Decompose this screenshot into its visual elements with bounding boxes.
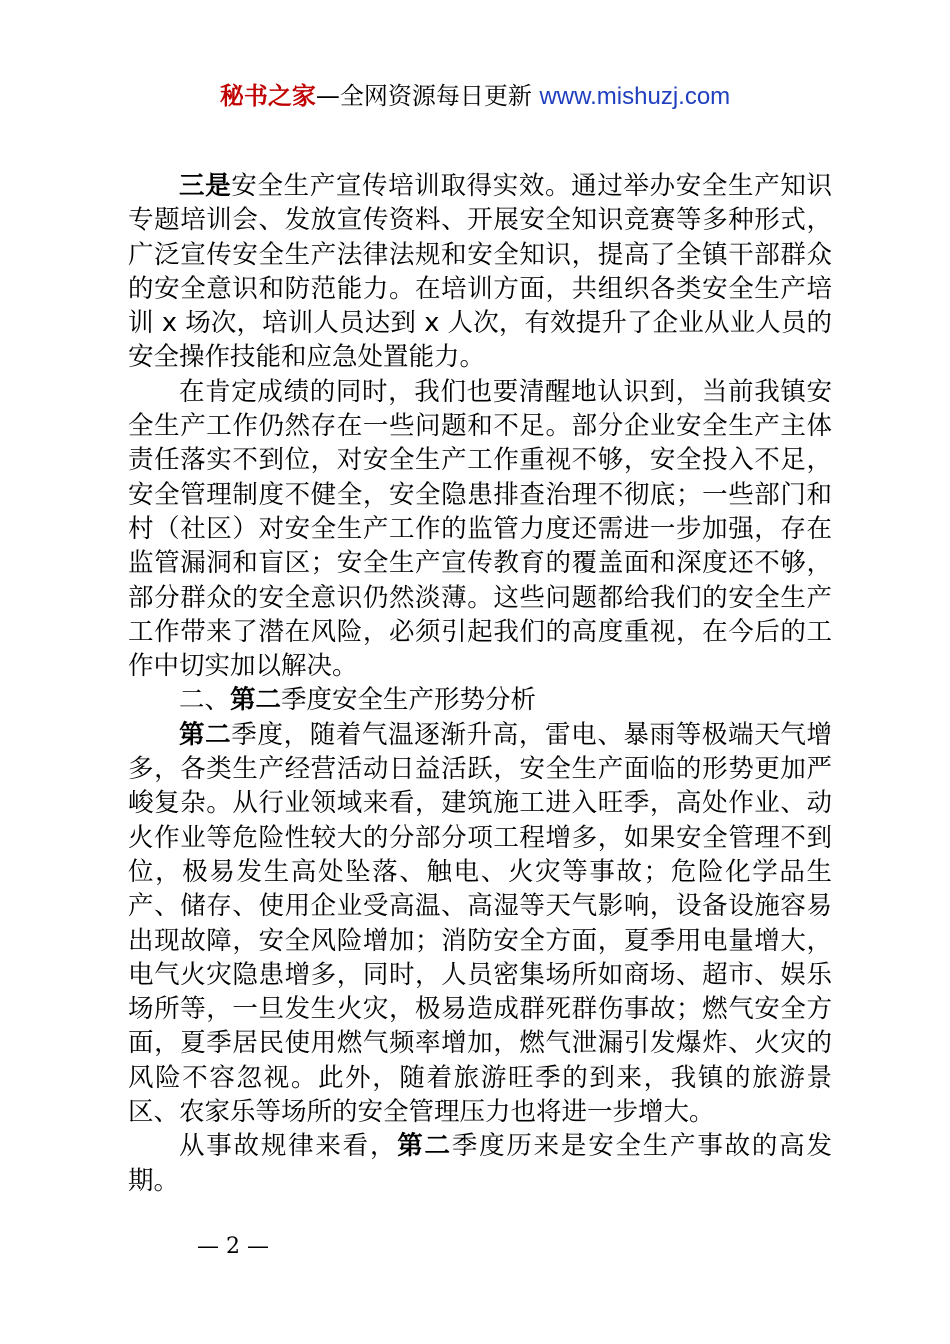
- paragraph-text: 在肯定成绩的同时，我们也要清醒地认识到，当前我镇安全生产工作仍然存在一些问题和不足。部分企业安全生产主体责任落实不到位，对安全生产工作重视不够，安全投入不足，安全管理制度不健全，安全隐患排查治理不彻底；一些部门和村（社区）对安全生产工作的监管力度还需进一步加强，存在监管漏洞和盲区；安全生产宣传教育的覆盖面和深度还不够，部分群众的安全意识仍然淡薄。这些问题都给我们的安全生产工作带来了潜在风险，必须引起我们的高度重视，在今后的工作中切实加以解决。: [128, 376, 832, 682]
- paragraph-lead: 三是: [179, 171, 232, 201]
- site-url-link[interactable]: www.mishuzj.com: [539, 83, 731, 110]
- paragraph-problems: [128, 375, 832, 684]
- heading-text: 季度安全生产形势分析: [281, 685, 537, 716]
- paragraph-lead: 第二: [397, 1131, 452, 1162]
- paragraph-situation: [128, 718, 832, 1130]
- site-header: [0, 80, 950, 113]
- document-body: [128, 169, 832, 1198]
- paragraph-accident-pattern: [128, 1129, 832, 1198]
- site-tagline: —全网资源每日更新: [315, 82, 532, 110]
- section-heading: [128, 683, 832, 717]
- paragraph-text: 季度历来是安全生产事故的高发期。: [128, 1131, 832, 1196]
- paragraph-text: 安全生产宣传培训取得实效。通过举办安全生产知识专题培训会、发放宣传资料、开展安全知识竞赛等多种形式，广泛宣传安全生产法律法规和安全知识，提高了全镇干部群众的安全意识和防范能力。在培训方面，共组织各类安全生产培训 x 场次，培训人员达到 x 人次，有效提升了企业从业人员的安全操作技能和应急处置能力。: [128, 171, 832, 373]
- heading-prefix: 二、: [179, 685, 231, 716]
- paragraph-text: 季度，随着气温逐渐升高，雷电、暴雨等极端天气增多，各类生产经营活动日益活跃，安全生产面临的形势更加严峻复杂。从行业领域来看，建筑施工进入旺季，高处作业、动火作业等危险性较大的分部分项工程增多，如果安全管理不到位，极易发生高处坠落、触电、火灾等事故；危险化学品生产、储存、使用企业受高温、高湿等天气影响，设备设施容易出现故障，安全风险增加；消防安全方面，夏季用电量增大，电气火灾隐患增多，同时，人员密集场所如商场、超市、娱乐场所等，一旦发生火灾，极易造成群死群伤事故；燃气安全方面，夏季居民使用燃气频率增加，燃气泄漏引发爆炸、火灾的风险不容忽视。此外，随着旅游旺季的到来，我镇的旅游景区、农家乐等场所的安全管理压力也将进一步增大。: [128, 719, 832, 1128]
- page-number: — 2 —: [197, 1234, 269, 1259]
- paragraph-prefix: 从事故规律来看，: [179, 1131, 398, 1162]
- paragraph-lead: 第二: [179, 719, 232, 750]
- site-brand: 秘书之家: [219, 82, 316, 110]
- paragraph-training: [128, 169, 832, 375]
- heading-lead: 第二: [230, 685, 282, 716]
